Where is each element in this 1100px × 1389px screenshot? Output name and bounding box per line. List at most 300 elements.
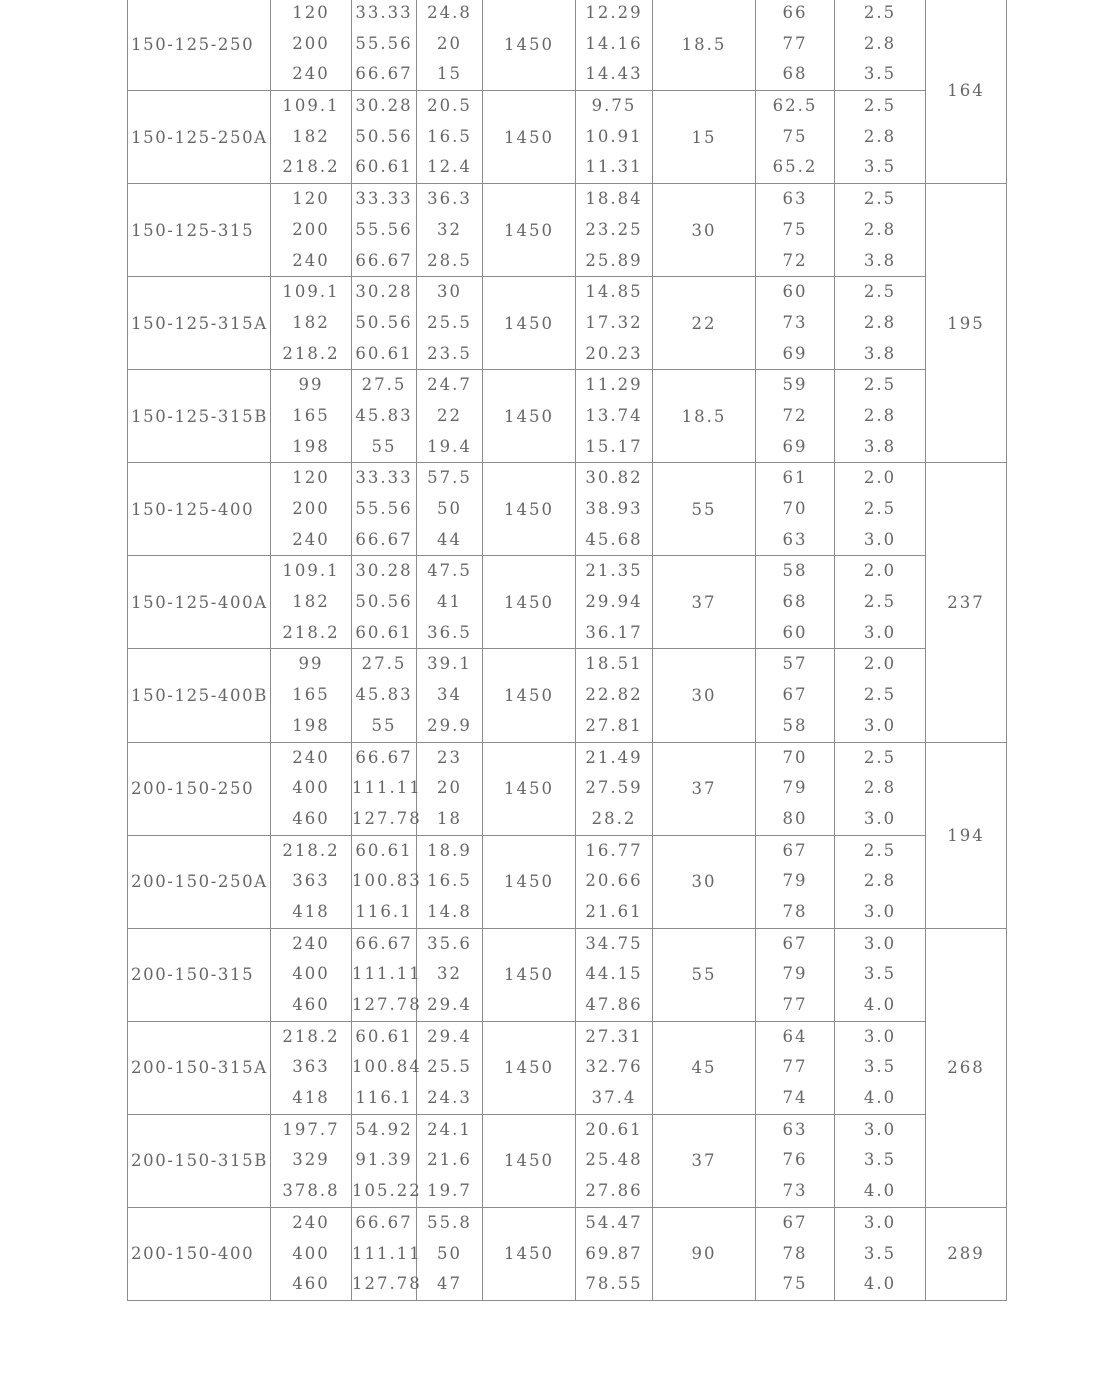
weight-cell: 195 xyxy=(926,184,1007,463)
flow-ls-value: 127.78 xyxy=(352,995,422,1014)
efficiency-value: 79 xyxy=(782,778,808,798)
flow-ls-value: 55.56 xyxy=(355,219,413,239)
table-row xyxy=(128,277,1007,370)
head-cell xyxy=(417,463,483,556)
speed-cell: 1450 xyxy=(483,0,576,91)
model-cell: 200-150-250 xyxy=(128,742,271,835)
table-row xyxy=(128,370,1007,463)
shaft-power-value: 27.59 xyxy=(585,778,643,798)
speed-cell: 1450 xyxy=(483,463,576,556)
table-row xyxy=(128,742,1007,835)
flow-m3h-value: 240 xyxy=(292,64,330,84)
shaft-power-cell xyxy=(576,1021,653,1114)
flow-ls-value: 50.56 xyxy=(355,312,413,332)
npsh-value: 3.0 xyxy=(863,1119,897,1139)
flow-ls-value: 66.67 xyxy=(355,933,413,953)
model-cell: 200-150-250A xyxy=(128,835,271,928)
efficiency-cell xyxy=(756,649,835,742)
efficiency-value: 77 xyxy=(782,33,808,53)
flow-ls-cell xyxy=(352,370,417,463)
npsh-value: 2.8 xyxy=(863,312,897,332)
flow-m3h-value: 218.2 xyxy=(282,157,340,177)
table-row xyxy=(128,1114,1007,1207)
shaft-power-value: 14.85 xyxy=(585,282,643,302)
npsh-value: 2.5 xyxy=(863,282,897,302)
efficiency-value: 79 xyxy=(782,964,808,984)
flow-m3h-cell xyxy=(271,1021,352,1114)
table-row xyxy=(128,91,1007,184)
flow-ls-value: 66.67 xyxy=(355,747,413,767)
flow-ls-cell xyxy=(352,0,417,91)
table-row xyxy=(128,835,1007,928)
flow-m3h-value: 240 xyxy=(292,747,330,767)
flow-ls-value: 111.11 xyxy=(352,1243,422,1263)
shaft-power-cell xyxy=(576,0,653,91)
shaft-power-value: 54.47 xyxy=(585,1212,643,1232)
npsh-value: 3.0 xyxy=(863,901,897,921)
head-value: 23 xyxy=(437,747,462,767)
efficiency-value: 66 xyxy=(782,3,808,22)
flow-m3h-value: 182 xyxy=(292,592,330,612)
shaft-power-value: 17.32 xyxy=(585,312,643,332)
flow-m3h-value: 460 xyxy=(292,808,330,828)
motor-power-cell: 30 xyxy=(653,649,756,742)
shaft-power-value: 69.87 xyxy=(585,1243,643,1263)
shaft-power-value: 21.61 xyxy=(585,901,643,921)
head-cell xyxy=(417,1021,483,1114)
head-value: 19.7 xyxy=(427,1181,472,1201)
head-value: 28.5 xyxy=(427,250,472,270)
flow-m3h-value: 240 xyxy=(292,1212,330,1232)
shaft-power-value: 21.49 xyxy=(585,747,643,767)
motor-power-cell: 55 xyxy=(653,928,756,1021)
flow-m3h-value: 109.1 xyxy=(282,96,340,116)
npsh-value: 3.0 xyxy=(863,1026,897,1046)
efficiency-cell xyxy=(756,1114,835,1207)
head-value: 24.8 xyxy=(427,3,472,22)
flow-ls-cell xyxy=(352,277,417,370)
flow-ls-cell xyxy=(352,928,422,1021)
speed-cell: 1450 xyxy=(483,91,576,184)
flow-ls-value: 66.67 xyxy=(355,529,413,549)
head-value: 14.8 xyxy=(427,901,472,921)
shaft-power-value: 78.55 xyxy=(585,1274,643,1294)
flow-m3h-cell xyxy=(271,91,352,184)
shaft-power-cell xyxy=(576,370,653,463)
flow-ls-cell xyxy=(352,463,417,556)
shaft-power-value: 25.89 xyxy=(585,250,643,270)
efficiency-value: 67 xyxy=(782,933,808,953)
flow-m3h-value: 109.1 xyxy=(282,282,340,302)
head-value: 32 xyxy=(437,964,462,984)
efficiency-value: 63 xyxy=(782,1119,808,1139)
efficiency-value: 63 xyxy=(782,529,808,549)
head-value: 32 xyxy=(437,219,462,239)
flow-ls-value: 100.83 xyxy=(352,871,422,891)
efficiency-value: 80 xyxy=(782,808,808,828)
npsh-value: 2.8 xyxy=(863,219,897,239)
flow-ls-value: 30.28 xyxy=(355,282,413,302)
npsh-value: 3.0 xyxy=(863,808,897,828)
head-cell xyxy=(417,649,483,742)
npsh-value: 3.5 xyxy=(863,1243,897,1263)
flow-ls-value: 60.61 xyxy=(355,343,413,363)
npsh-value: 2.0 xyxy=(863,468,897,488)
shaft-power-value: 29.94 xyxy=(585,592,643,612)
shaft-power-cell xyxy=(576,1207,653,1300)
weight-cell: 268 xyxy=(926,928,1007,1207)
motor-power-cell: 22 xyxy=(653,277,756,370)
model-cell: 150-125-400A xyxy=(128,556,271,649)
flow-ls-value: 60.61 xyxy=(355,840,413,860)
efficiency-value: 77 xyxy=(782,995,808,1014)
head-value: 44 xyxy=(437,529,462,549)
speed-cell: 1450 xyxy=(483,1207,576,1300)
head-cell xyxy=(417,835,483,928)
head-cell xyxy=(417,277,483,370)
motor-power-cell: 37 xyxy=(653,556,756,649)
head-value: 39.1 xyxy=(427,654,472,674)
flow-ls-value: 55 xyxy=(371,715,397,735)
flow-m3h-value: 400 xyxy=(292,964,330,984)
head-value: 29.4 xyxy=(427,995,472,1014)
flow-m3h-value: 418 xyxy=(292,901,330,921)
npsh-value: 3.8 xyxy=(863,343,897,363)
shaft-power-value: 22.82 xyxy=(585,685,643,705)
flow-ls-value: 91.39 xyxy=(355,1150,413,1170)
efficiency-cell xyxy=(756,463,835,556)
efficiency-value: 58 xyxy=(782,715,808,735)
head-value: 24.3 xyxy=(427,1088,472,1108)
efficiency-cell xyxy=(756,928,835,1021)
motor-power-cell: 45 xyxy=(653,1021,756,1114)
table-row xyxy=(128,0,1007,91)
shaft-power-value: 18.51 xyxy=(585,654,643,674)
flow-ls-cell xyxy=(352,91,417,184)
flow-m3h-value: 218.2 xyxy=(282,343,340,363)
head-value: 20.5 xyxy=(427,96,472,116)
npsh-value: 4.0 xyxy=(863,1088,897,1108)
shaft-power-value: 15.17 xyxy=(585,436,643,456)
weight-cell: 194 xyxy=(926,742,1007,928)
flow-m3h-cell xyxy=(271,463,352,556)
npsh-value: 2.8 xyxy=(863,405,897,425)
head-value: 16.5 xyxy=(427,126,472,146)
motor-power-cell: 37 xyxy=(653,1114,756,1207)
flow-m3h-cell xyxy=(271,835,352,928)
efficiency-value: 68 xyxy=(782,592,808,612)
flow-m3h-value: 240 xyxy=(292,529,330,549)
motor-power-cell: 15 xyxy=(653,91,756,184)
head-cell xyxy=(417,1114,483,1207)
npsh-value: 2.8 xyxy=(863,33,897,53)
shaft-power-value: 44.15 xyxy=(585,964,643,984)
model-cell: 200-150-315 xyxy=(128,928,271,1021)
head-value: 18.9 xyxy=(427,840,472,860)
efficiency-cell xyxy=(756,1207,835,1300)
shaft-power-value: 9.75 xyxy=(591,96,637,116)
flow-ls-cell xyxy=(352,742,422,835)
flow-ls-value: 60.61 xyxy=(355,622,413,642)
npsh-value: 4.0 xyxy=(863,995,897,1014)
npsh-value: 2.8 xyxy=(863,871,897,891)
table-row xyxy=(128,463,1007,556)
table-row xyxy=(128,556,1007,649)
flow-m3h-cell xyxy=(271,649,352,742)
efficiency-value: 74 xyxy=(782,1088,808,1108)
npsh-value: 2.5 xyxy=(863,747,897,767)
model-cell: 200-150-400 xyxy=(128,1207,271,1300)
shaft-power-value: 12.29 xyxy=(585,3,643,22)
shaft-power-value: 28.2 xyxy=(591,808,637,828)
shaft-power-cell xyxy=(576,835,653,928)
model-cell: 150-125-315B xyxy=(128,370,271,463)
npsh-value: 2.5 xyxy=(863,592,897,612)
npsh-cell xyxy=(835,835,926,928)
head-value: 24.1 xyxy=(427,1119,472,1139)
flow-ls-value: 54.92 xyxy=(355,1119,413,1139)
model-cell: 150-125-400 xyxy=(128,463,271,556)
efficiency-value: 75 xyxy=(782,126,808,146)
head-value: 20 xyxy=(437,778,462,798)
flow-ls-value: 60.61 xyxy=(355,157,413,177)
head-value: 15 xyxy=(437,64,462,84)
npsh-cell xyxy=(835,556,926,649)
flow-m3h-value: 378.8 xyxy=(282,1181,340,1201)
flow-ls-value: 116.1 xyxy=(355,901,413,921)
npsh-value: 2.5 xyxy=(863,189,897,209)
shaft-power-cell xyxy=(576,184,653,277)
speed-cell: 1450 xyxy=(483,370,576,463)
flow-ls-value: 33.33 xyxy=(355,189,413,209)
npsh-value: 4.0 xyxy=(863,1274,897,1294)
motor-power-cell: 30 xyxy=(653,835,756,928)
table-row xyxy=(128,1021,1007,1114)
shaft-power-cell xyxy=(576,928,653,1021)
motor-power-cell: 18.5 xyxy=(653,0,756,91)
table-row xyxy=(128,1207,1007,1300)
head-cell xyxy=(417,556,483,649)
efficiency-value: 67 xyxy=(782,685,808,705)
efficiency-value: 70 xyxy=(782,747,808,767)
flow-ls-value: 105.22 xyxy=(352,1181,422,1201)
efficiency-cell xyxy=(756,742,835,835)
npsh-value: 2.8 xyxy=(863,126,897,146)
shaft-power-cell xyxy=(576,91,653,184)
weight-cell: 164 xyxy=(926,0,1007,184)
efficiency-value: 68 xyxy=(782,64,808,84)
flow-m3h-cell xyxy=(271,0,352,91)
flow-m3h-value: 120 xyxy=(292,189,330,209)
weight-cell: 237 xyxy=(926,463,1007,742)
head-cell xyxy=(417,184,483,277)
flow-m3h-cell xyxy=(271,928,352,1021)
model-cell: 150-125-315A xyxy=(128,277,271,370)
npsh-cell xyxy=(835,184,926,277)
speed-cell: 1450 xyxy=(483,184,576,277)
flow-m3h-value: 182 xyxy=(292,312,330,332)
flow-ls-value: 45.83 xyxy=(355,685,413,705)
model-cell: 150-125-400B xyxy=(128,649,271,742)
flow-m3h-cell xyxy=(271,184,352,277)
flow-m3h-value: 329 xyxy=(292,1150,330,1170)
speed-cell: 1450 xyxy=(483,928,576,1021)
efficiency-value: 78 xyxy=(782,1243,808,1263)
speed-cell: 1450 xyxy=(483,1021,576,1114)
npsh-cell xyxy=(835,1207,926,1300)
flow-ls-value: 33.33 xyxy=(355,468,413,488)
head-value: 35.6 xyxy=(427,933,472,953)
flow-ls-cell xyxy=(352,1207,422,1300)
shaft-power-cell xyxy=(576,556,653,649)
shaft-power-cell xyxy=(576,742,653,835)
shaft-power-value: 10.91 xyxy=(585,126,643,146)
efficiency-cell xyxy=(756,277,835,370)
npsh-value: 2.8 xyxy=(863,778,897,798)
efficiency-value: 62.5 xyxy=(772,96,818,116)
head-value: 36.5 xyxy=(427,622,472,642)
npsh-cell xyxy=(835,0,926,91)
flow-ls-cell xyxy=(352,835,422,928)
shaft-power-value: 34.75 xyxy=(585,933,643,953)
flow-ls-cell xyxy=(352,1021,422,1114)
npsh-cell xyxy=(835,1114,926,1207)
npsh-cell xyxy=(835,928,926,1021)
flow-ls-value: 30.28 xyxy=(355,96,413,116)
npsh-value: 2.5 xyxy=(863,499,897,518)
pump-performance-table xyxy=(127,0,1007,1301)
shaft-power-value: 23.25 xyxy=(585,219,643,239)
npsh-value: 3.0 xyxy=(863,715,897,735)
model-cell: 150-125-315 xyxy=(128,184,271,277)
npsh-value: 3.8 xyxy=(863,436,897,456)
shaft-power-value: 18.84 xyxy=(585,189,643,209)
flow-ls-value: 60.61 xyxy=(355,1026,413,1046)
flow-ls-value: 50.56 xyxy=(355,126,413,146)
npsh-value: 2.0 xyxy=(863,561,897,581)
head-value: 50 xyxy=(437,1243,462,1263)
flow-m3h-value: 218.2 xyxy=(282,1026,340,1046)
head-value: 23.5 xyxy=(427,343,472,363)
flow-ls-cell xyxy=(352,1114,422,1207)
efficiency-value: 69 xyxy=(782,343,808,363)
head-cell xyxy=(417,742,483,835)
head-cell xyxy=(417,928,483,1021)
flow-m3h-cell xyxy=(271,556,352,649)
shaft-power-cell xyxy=(576,649,653,742)
flow-ls-value: 116.1 xyxy=(355,1088,413,1108)
npsh-value: 3.5 xyxy=(863,64,897,84)
head-value: 55.8 xyxy=(427,1212,472,1232)
flow-m3h-value: 460 xyxy=(292,995,330,1014)
head-value: 24.7 xyxy=(427,375,472,395)
head-value: 20 xyxy=(437,33,462,53)
efficiency-value: 58 xyxy=(782,561,808,581)
efficiency-cell xyxy=(756,0,835,91)
flow-ls-value: 127.78 xyxy=(352,1274,422,1294)
head-value: 19.4 xyxy=(427,436,472,456)
head-value: 41 xyxy=(437,592,462,612)
head-value: 25.5 xyxy=(427,312,472,332)
table-row xyxy=(128,649,1007,742)
flow-m3h-value: 200 xyxy=(292,499,330,518)
efficiency-value: 76 xyxy=(782,1150,808,1170)
flow-m3h-value: 218.2 xyxy=(282,622,340,642)
shaft-power-value: 27.86 xyxy=(585,1181,643,1201)
shaft-power-value: 11.29 xyxy=(585,375,643,395)
efficiency-value: 59 xyxy=(782,375,808,395)
shaft-power-value: 21.35 xyxy=(585,561,643,581)
efficiency-value: 65.2 xyxy=(772,157,818,177)
model-cell: 150-125-250A xyxy=(128,91,271,184)
npsh-value: 3.8 xyxy=(863,250,897,270)
flow-m3h-value: 165 xyxy=(292,405,330,425)
motor-power-cell: 90 xyxy=(653,1207,756,1300)
npsh-value: 2.5 xyxy=(863,685,897,705)
npsh-value: 2.5 xyxy=(863,840,897,860)
shaft-power-value: 47.86 xyxy=(585,995,643,1014)
weight-cell: 289 xyxy=(926,1207,1007,1300)
shaft-power-value: 20.61 xyxy=(585,1119,643,1139)
flow-m3h-value: 418 xyxy=(292,1088,330,1108)
shaft-power-value: 45.68 xyxy=(585,529,643,549)
flow-m3h-value: 240 xyxy=(292,933,330,953)
flow-ls-value: 33.33 xyxy=(355,3,413,22)
flow-m3h-value: 363 xyxy=(292,871,330,891)
shaft-power-value: 11.31 xyxy=(585,157,643,177)
npsh-value: 2.0 xyxy=(863,654,897,674)
efficiency-value: 72 xyxy=(782,250,808,270)
efficiency-value: 60 xyxy=(782,622,808,642)
npsh-value: 3.5 xyxy=(863,964,897,984)
flow-m3h-value: 198 xyxy=(292,436,330,456)
flow-m3h-value: 240 xyxy=(292,250,330,270)
speed-cell: 1450 xyxy=(483,649,576,742)
shaft-power-value: 14.43 xyxy=(585,64,643,84)
npsh-value: 3.5 xyxy=(863,1150,897,1170)
flow-ls-value: 27.5 xyxy=(361,375,407,395)
head-value: 47 xyxy=(437,1274,462,1294)
efficiency-cell xyxy=(756,835,835,928)
flow-m3h-cell xyxy=(271,1114,352,1207)
efficiency-value: 75 xyxy=(782,219,808,239)
flow-ls-value: 66.67 xyxy=(355,250,413,270)
motor-power-cell: 37 xyxy=(653,742,756,835)
shaft-power-value: 14.16 xyxy=(585,33,643,53)
head-value: 36.3 xyxy=(427,189,472,209)
head-value: 21.6 xyxy=(427,1150,472,1170)
npsh-value: 3.0 xyxy=(863,529,897,549)
efficiency-value: 61 xyxy=(782,468,808,488)
efficiency-value: 77 xyxy=(782,1057,808,1077)
flow-ls-value: 111.11 xyxy=(352,778,422,798)
flow-m3h-cell xyxy=(271,742,352,835)
shaft-power-value: 20.66 xyxy=(585,871,643,891)
head-value: 16.5 xyxy=(427,871,472,891)
flow-m3h-cell xyxy=(271,277,352,370)
efficiency-value: 79 xyxy=(782,871,808,891)
head-value: 22 xyxy=(437,405,462,425)
motor-power-cell: 30 xyxy=(653,184,756,277)
flow-m3h-value: 197.7 xyxy=(282,1119,340,1139)
npsh-value: 2.5 xyxy=(863,96,897,116)
npsh-value: 3.5 xyxy=(863,1057,897,1077)
flow-ls-cell xyxy=(352,649,417,742)
efficiency-cell xyxy=(756,370,835,463)
npsh-value: 3.0 xyxy=(863,933,897,953)
flow-m3h-value: 200 xyxy=(292,219,330,239)
shaft-power-value: 25.48 xyxy=(585,1150,643,1170)
